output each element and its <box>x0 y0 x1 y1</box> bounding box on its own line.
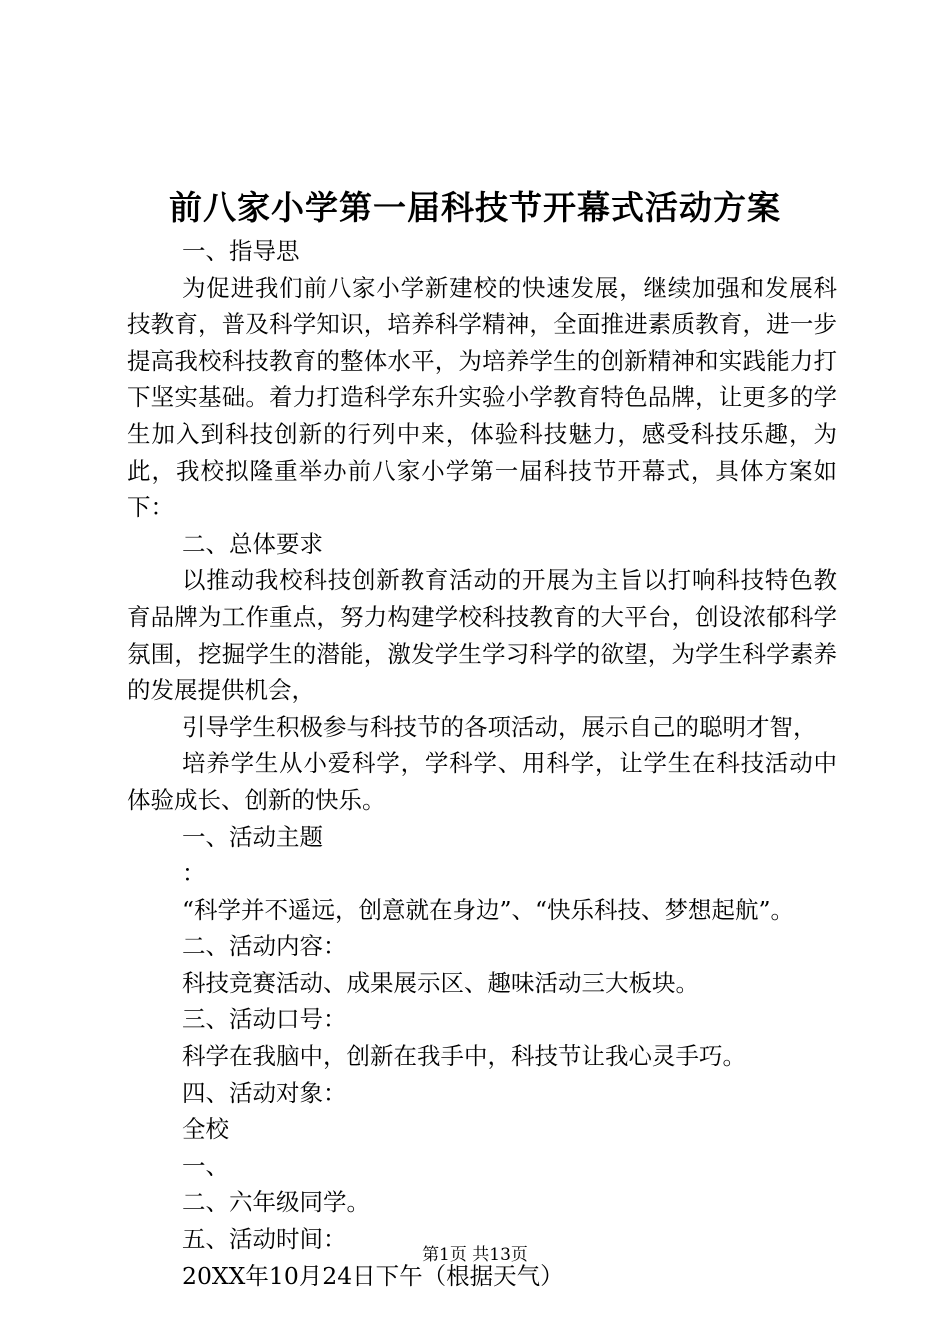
participants-line-3: 二、六年级同学。 <box>182 1188 370 1217</box>
activity-content-text: 科技竞赛活动、成果展示区、趣味活动三大板块。 <box>182 968 699 997</box>
activity-time-text: 20XX年10月24日下午（根据天气） <box>182 1261 564 1290</box>
page-number-footer: 第1页 共13页 <box>422 1245 528 1265</box>
paragraph-guide-students: 引导学生积极参与科技节的各项活动，展示自己的聪明才智， <box>182 712 817 741</box>
activity-slogan-text: 科学在我脑中，创新在我手中，科技节让我心灵手巧。 <box>182 1042 746 1071</box>
activity-theme-text: “科学并不遥远，创意就在身边”、“快乐科技、梦想起航”。 <box>182 895 795 924</box>
section-heading-activity-slogan: 三、活动口号： <box>182 1005 347 1034</box>
participants-line-1: 全校 <box>182 1115 229 1144</box>
section-heading-activity-theme: 一、活动主题 <box>182 822 323 851</box>
document-body <box>127 233 837 1294</box>
section-heading-overall-requirements: 二、总体要求 <box>182 529 323 558</box>
paragraph-overall-requirements: 以推动我校科技创新教育活动的开展为主旨以打响科技特色教育品牌为工作重点，努力构建学校科技教育的大平台，创设浓郁科学氛围，挖掘学生的潜能，激发学生学习科学的欲望，为学生科学素养的发展提供机会， <box>127 566 837 705</box>
paragraph-guiding-thought: 为促进我们前八家小学新建校的快速发展，继续加强和发展科技教育，普及科学知识，培养科学精神，全面推进素质教育，进一步提高我校科技教育的整体水平，为培养学生的创新精神和实践能力打下坚实基础。着力打造科学东升实验小学教育特色品牌，让更多的学生加入到科技创新的行列中来，体验科技魅力，感受科技乐趣，为此，我校拟隆重举办前八家小学第一届科技节开幕式，具体方案如下： <box>127 273 837 522</box>
participants-line-2: 一、 <box>182 1151 229 1180</box>
section-heading-activity-participants: 四、活动对象： <box>182 1078 347 1107</box>
document-title: 前八家小学第一届科技节开幕式活动方案 <box>169 188 781 227</box>
section-heading-activity-content: 二、活动内容： <box>182 932 347 961</box>
section-heading-guiding-thought: 一、指导思 <box>182 237 300 265</box>
activity-theme-colon: ： <box>182 859 206 888</box>
section-heading-activity-time: 五、活动时间： <box>182 1225 347 1254</box>
paragraph-cultivate-students: 培养学生从小爱科学，学科学、用科学，让学生在科技活动中体验成长、创新的快乐。 <box>127 749 837 814</box>
